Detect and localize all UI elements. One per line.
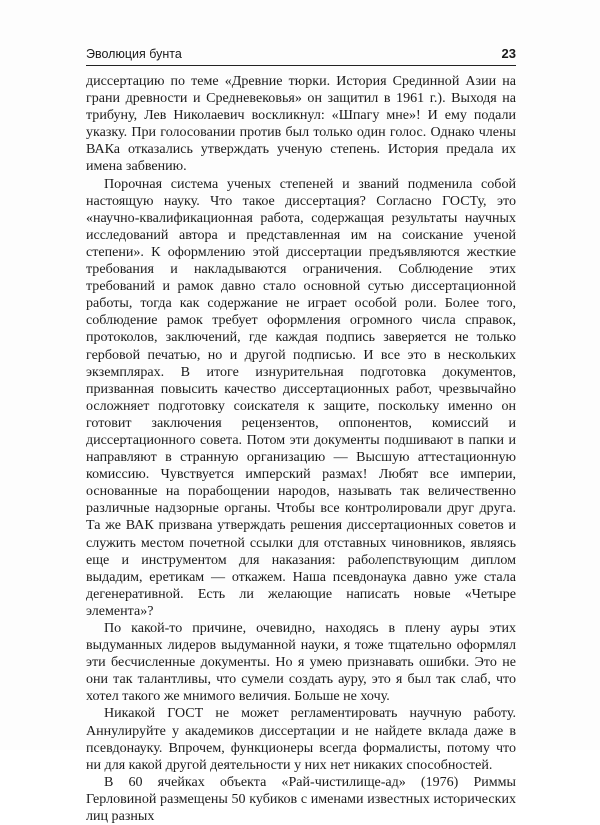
chapter-title: Эволюция бунта (86, 47, 182, 61)
body-text (86, 73, 516, 825)
header-rule (86, 65, 516, 66)
paragraph: диссертацию по теме «Древние тюрки. История Срединной Азии на грани древности и Средневековья» он защитил в 1961 г.). Выходя на трибуну, Лев Николаевич воскликнул: «Шпагу мне»! И ему подали указку. При голосовании против был только один голос. Однако члены ВАКа отказались утверждать ученую степень. История предала их имена забвению. (86, 73, 516, 175)
page-number: 23 (501, 46, 516, 61)
paragraph: Порочная система ученых степеней и званий подменила собой настоящую науку. Что такое диссертация? Согласно ГОСТу, это «научно-квалификационная работа, содержащая результаты научных исследований автора и представленная им на соискание ученой степени». К оформлению этой диссертации предъявляются жесткие требования и накладываются ограничения. Соблюдение этих требований и рамок давно стало основной сутью диссертационной работы, тогда как содержание не играет особой роли. Более того, соблюдение рамок требует оформления огромного числа справок, протоколов, заключений, где каждая подпись заверяется не только гербовой печатью, но и другой подписью. И все это в нескольких экземплярах. В итоге изнурительная подготовка документов, призванная повысить качество диссертационных работ, чрезвычайно осложняет подготовку соискателя к защите, поскольку именно он готовит заключения рецензентов, оппонентов, комиссий и диссертационного совета. Потом эти документы подшивают в папки и направляют в странную организацию — Высшую аттестационную комиссию. Чувствуется имперский размах! Любят все империи, основанные на порабощении народов, называть так величественно различные надзорные органы. Чтобы все контролировали друг друга. Та же ВАК призвана утверждать решения диссертационных советов и служить местом почетной ссылки для отставных чиновников, являясь еще и инструментом для наказания: раболепствующим диплом выдадим, еретикам — откажем. Наша псевдонаука давно уже стала дегенеративной. Есть ли желающие написать новые «Четыре элемента»? (86, 175, 516, 619)
paragraph: Никакой ГОСТ не может регламентировать научную работу. Аннулируйте у академиков диссертации и не найдете вклада даже в псевдонауку. Впрочем, функционеры всегда формалисты, потому что ни для какой другой деятельности у них нет никаких способностей. (86, 705, 516, 773)
paragraph: По какой-то причине, очевидно, находясь в плену ауры этих выдуманных лидеров выдуманной науки, я тоже тщательно оформлял эти бесчисленные документы. Но я умею признавать ошибки. Это не они так талантливы, что сумели создать ауру, это я был так слаб, что хотел такого же мнимого величия. Больше не хочу. (86, 620, 516, 705)
running-head (86, 46, 516, 66)
paragraph: В 60 ячейках объекта «Рай-чистилище-ад» (1976) Риммы Герловиной размещены 50 кубиков с именами известных исторических лиц разных (86, 773, 516, 825)
